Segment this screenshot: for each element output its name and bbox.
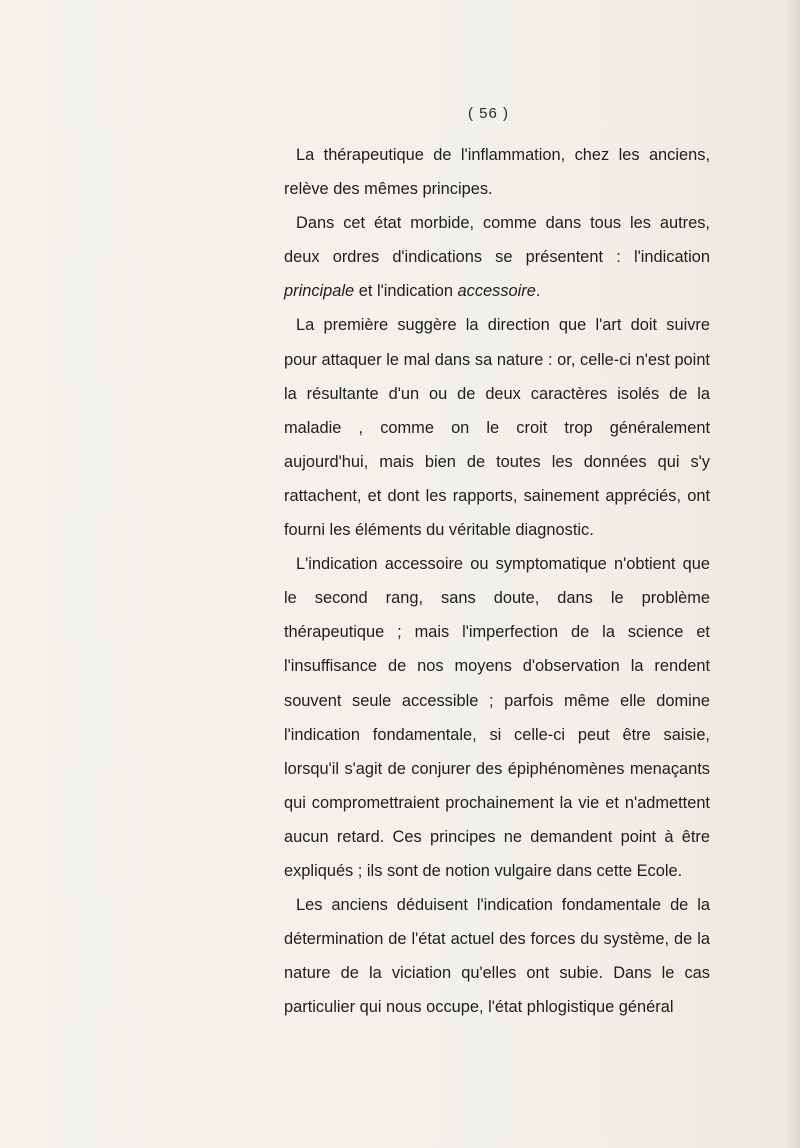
paragraph-2-part-3: .: [535, 282, 541, 301]
paragraph-2: [284, 206, 710, 308]
body-text: [284, 138, 710, 1024]
page-number: ( 56 ): [468, 105, 510, 122]
paragraph-5: Les anciens déduisent l'indication fondamentale de la détermination de l'état actuel des forces du système, de la nature de la viciation qu'elles ont subie. Dans le cas particulier qui nous occupe, l'état phlogistique général: [284, 896, 710, 1017]
paragraph-3: La première suggère la direction que l'art doit suivre pour attaquer le mal dans sa nature : or, celle-ci n'est point la résultante d'un ou de deux caractères isolés de la maladie , comme on le croit trop généralement aujourd'hui, mais bien de toutes les données qui s'y rattachent, et dont les rapports, sainement appréciés, ont fourni les éléments du véritable diagnostic.: [284, 316, 710, 540]
term-accessoire: accessoire: [457, 282, 536, 301]
paragraph-1: La thérapeutique de l'inflammation, chez les anciens, relève des mêmes principes.: [284, 146, 710, 199]
term-principale: principale: [284, 282, 355, 301]
page-edge-shadow: [786, 0, 800, 1148]
paragraph-2-part-1: Dans cet état morbide, comme dans tous les autres, deux ordres d'indications se présentent : l'indication: [284, 214, 710, 267]
paragraph-4: L'indication accessoire ou symptomatique n'obtient que le second rang, sans doute, dans le problème thérapeutique ; mais l'imperfection de la science et l'insuffisance de nos moyens d'observation la rendent souvent seule accessible ; parfois même elle domine l'indication fondamentale, si celle-ci peut être saisie, lorsqu'il s'agit de conjurer des épiphénomènes menaçants qui compromettraient prochainement la vie et n'admettent aucun retard. Ces principes ne demandent point à être expliqués ; ils sont de notion vulgaire dans cette Ecole.: [284, 555, 710, 880]
paragraph-2-part-2: et l'indication: [354, 282, 458, 301]
